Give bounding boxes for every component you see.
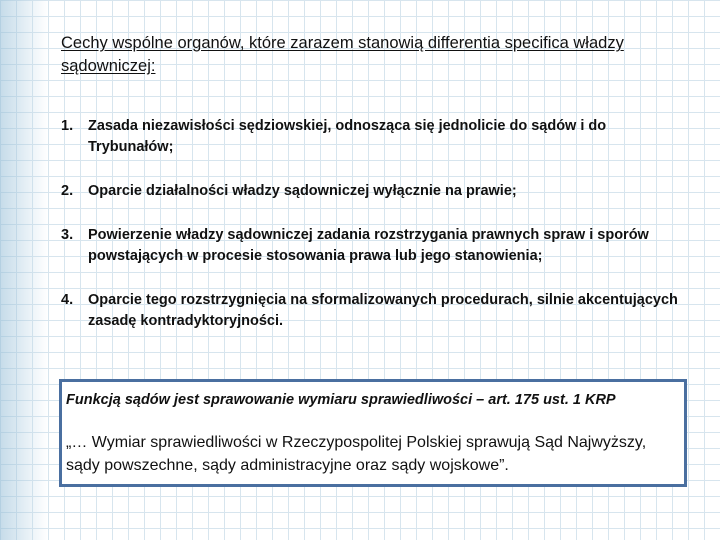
list-number: 1. bbox=[61, 118, 74, 134]
list-item-text: Oparcie tego rozstrzygnięcia na sformalizowanych procedurach, silnie akcentujących zasadę kontradyktoryjności. bbox=[88, 292, 678, 329]
list-item-text: Oparcie działalności władzy sądowniczej wyłącznie na prawie; bbox=[88, 183, 517, 199]
list-item-4 bbox=[61, 290, 681, 332]
list-number: 2. bbox=[61, 183, 74, 199]
quote-box bbox=[59, 379, 687, 487]
list-number: 4. bbox=[61, 292, 74, 308]
list-item-text: Zasada niezawisłości sędziowskiej, odnosząca się jednolicie do sądów i do Trybunałów; bbox=[88, 118, 607, 155]
quote-box-text: „… Wymiar sprawiedliwości w Rzeczypospolitej Polskiej sprawują Sąd Najwyższy, sądy powszechne, sądy administracyjne oraz sądy wojskowe”. bbox=[66, 434, 647, 474]
quote-box-title: Funkcją sądów jest sprawowanie wymiaru sprawiedliwości – art. 175 ust. 1 KRP bbox=[66, 392, 616, 408]
list-number: 3. bbox=[61, 227, 74, 243]
list-item-2 bbox=[61, 181, 681, 202]
list-item-1 bbox=[61, 116, 681, 158]
slide-heading: Cechy wspólne organów, które zarazem stanowią differentia specifica władzy sądowniczej: bbox=[61, 34, 624, 75]
features-list bbox=[61, 116, 681, 332]
list-item-text: Powierzenie władzy sądowniczej zadania rozstrzygania prawnych spraw i sporów powstających w procesie stosowania prawa lub jego stanowienia; bbox=[88, 227, 649, 264]
list-item-3 bbox=[61, 225, 681, 267]
